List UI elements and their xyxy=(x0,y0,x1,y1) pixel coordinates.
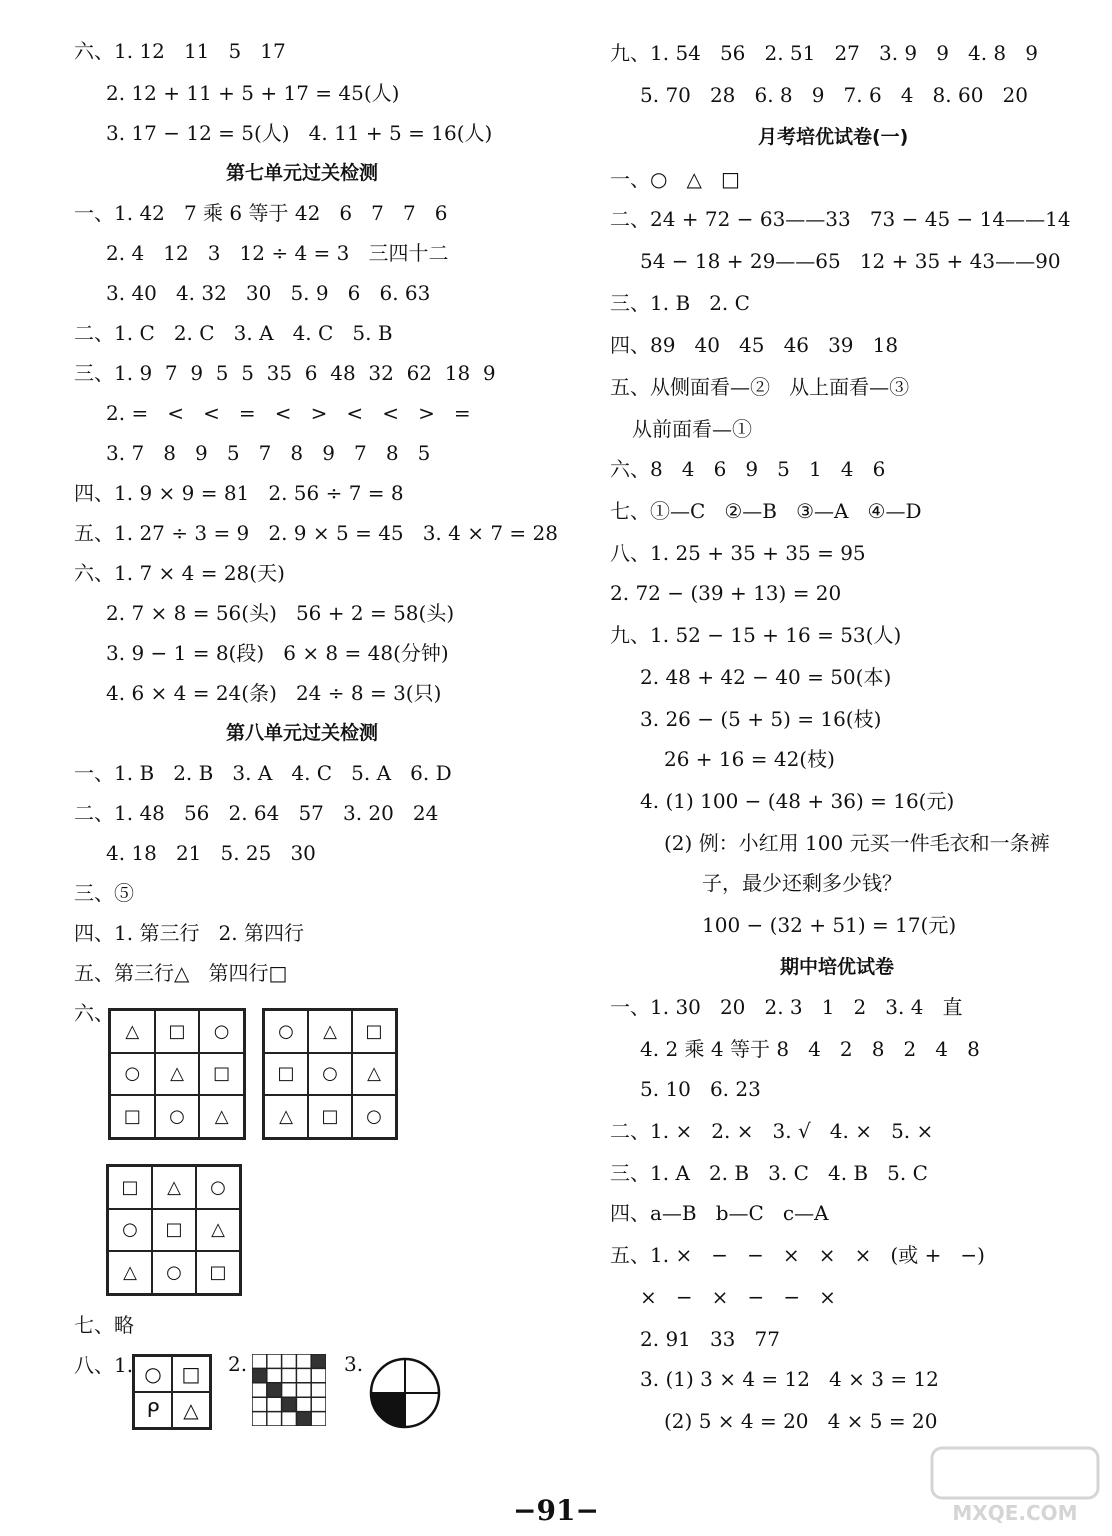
answer-line: 子，最少还剩多少钱？ xyxy=(702,871,902,895)
answer-line: 四、89 40 45 46 39 18 xyxy=(610,333,899,357)
shape-grid-small xyxy=(132,1354,212,1430)
answer-line: 2. 72 − (39 + 13) = 20 xyxy=(610,581,842,605)
answer-line: 4. 18 21 5. 25 30 xyxy=(106,841,316,865)
answer-line: 三、⑤ xyxy=(74,881,134,905)
answer-line: 5. 70 28 6. 8 9 7. 6 4 8. 60 20 xyxy=(640,83,1028,107)
label-3: 3. xyxy=(344,1352,364,1376)
answer-line: 3. 7 8 9 5 7 8 9 7 8 5 xyxy=(106,441,431,465)
answer-line: 五、从侧面看—② 从上面看—③ xyxy=(610,375,910,399)
shaded-grid-figure xyxy=(252,1354,326,1426)
grid-cell: ○ xyxy=(196,1166,240,1209)
answer-line: 2. 91 33 77 xyxy=(640,1327,780,1351)
answer-line: 六、1. 12 11 5 17 xyxy=(74,39,286,63)
label-2: 2. xyxy=(228,1352,248,1376)
answer-line: 四、a—B b—C c—A xyxy=(610,1201,829,1225)
answer-line: 3. 9 − 1 = 8(段) 6 × 8 = 48(分钟) xyxy=(106,641,449,665)
grid-cell: △ xyxy=(264,1095,308,1138)
shape-grid-1 xyxy=(108,1008,246,1140)
grid-cell: ○ xyxy=(199,1010,244,1053)
answer-line: 4. 6 × 4 = 24(条) 24 ÷ 8 = 3(只) xyxy=(106,681,442,705)
answer-line: 七、略 xyxy=(74,1313,134,1337)
answer-line: 三、1. A 2. B 3. C 4. B 5. C xyxy=(610,1161,928,1185)
grid-cell: △ xyxy=(155,1053,200,1096)
grid-cell: □ xyxy=(172,1356,210,1392)
answer-line: 九、1. 52 − 15 + 16 = 53(人) xyxy=(610,623,902,647)
answer-line: 3. 40 4. 32 30 5. 9 6 6. 63 xyxy=(106,281,431,305)
watermark-logo xyxy=(930,1446,1100,1526)
answer-line: 4. 2 乘 4 等于 8 4 2 8 2 4 8 xyxy=(640,1037,980,1061)
grid-cell: □ xyxy=(108,1166,152,1209)
grid-cell: △ xyxy=(152,1166,196,1209)
grid-cell: □ xyxy=(152,1209,196,1252)
answer-line: 二、1. 48 56 2. 64 57 3. 20 24 xyxy=(74,801,439,825)
grid-cell: △ xyxy=(308,1010,352,1053)
section-heading: 第七单元过关检测 xyxy=(226,162,379,184)
grid-cell: △ xyxy=(199,1095,244,1138)
answer-line: 四、1. 第三行 2. 第四行 xyxy=(74,921,304,945)
grid-cell: ᑭ xyxy=(134,1392,172,1428)
answer-line: 八、1. 25 + 35 + 35 = 95 xyxy=(610,541,866,565)
grid-cell: □ xyxy=(110,1095,155,1138)
grid-cell: ○ xyxy=(108,1209,152,1252)
grid-cell: ○ xyxy=(152,1251,196,1294)
grid-cell: ○ xyxy=(155,1095,200,1138)
grid-cell: □ xyxy=(199,1053,244,1096)
answer-line: 5. 10 6. 23 xyxy=(640,1077,761,1101)
answer-line: 七、①—C ②—B ③—A ④—D xyxy=(610,499,922,523)
section-heading: 月考培优试卷(一) xyxy=(758,126,909,148)
answer-line: 一、1. B 2. B 3. A 4. C 5. A 6. D xyxy=(74,761,452,785)
answer-line: 一、1. 30 20 2. 3 1 2 3. 4 直 xyxy=(610,995,963,1019)
answer-line: 2. = < < = < > < < > = xyxy=(106,401,471,425)
shape-grid-3 xyxy=(106,1164,242,1296)
grid-cell: ○ xyxy=(134,1356,172,1392)
answer-line: 2. 12 + 11 + 5 + 17 = 45(人) xyxy=(106,81,400,105)
answer-line: 2. 7 × 8 = 56(头) 56 + 2 = 58(头) xyxy=(106,601,455,625)
section-heading: 期中培优试卷 xyxy=(780,956,895,978)
answer-line: (2) 5 × 4 = 20 4 × 5 = 20 xyxy=(664,1409,938,1433)
answer-line: 26 + 16 = 42(枝) xyxy=(664,747,835,771)
grid-cell: □ xyxy=(155,1010,200,1053)
answer-line: 四、1. 9 × 9 = 81 2. 56 ÷ 7 = 8 xyxy=(74,481,404,505)
answer-line: 三、1. 9 7 9 5 5 35 6 48 32 62 18 9 xyxy=(74,361,496,385)
grid-cell: △ xyxy=(352,1053,396,1096)
answer-line: 从前面看—① xyxy=(632,417,752,441)
circle-quarter-figure xyxy=(366,1354,444,1432)
answer-line: 一、1. 42 7 乘 6 等于 42 6 7 7 6 xyxy=(74,201,448,225)
grid-cell: ○ xyxy=(110,1053,155,1096)
grid-cell: △ xyxy=(196,1209,240,1252)
answer-line: 2. 48 + 42 − 40 = 50(本) xyxy=(640,665,892,689)
answer-line: 4. (1) 100 − (48 + 36) = 16(元) xyxy=(640,789,955,813)
grid-cell: □ xyxy=(264,1053,308,1096)
answer-line: 三、1. B 2. C xyxy=(610,291,750,315)
grid-cell: ○ xyxy=(352,1095,396,1138)
section-heading: 第八单元过关检测 xyxy=(226,722,379,744)
answer-line: 五、第三行△ 第四行□ xyxy=(74,961,288,985)
answer-line: 二、1. C 2. C 3. A 4. C 5. B xyxy=(74,321,393,345)
answer-line: 100 − (32 + 51) = 17(元) xyxy=(702,913,957,937)
answer-line: 六、 xyxy=(74,1001,114,1025)
answer-line: 六、8 4 6 9 5 1 4 6 xyxy=(610,457,886,481)
answer-line: 五、1. × − − × × × (或 + −) xyxy=(610,1243,985,1267)
answer-line: 一、○ △ □ xyxy=(610,167,740,191)
grid-cell: △ xyxy=(110,1010,155,1053)
grid-cell: ○ xyxy=(308,1053,352,1096)
grid-cell: △ xyxy=(172,1392,210,1428)
answer-line: 3. 26 − (5 + 5) = 16(枝) xyxy=(640,707,882,731)
svg-text:MXQE.COM: MXQE.COM xyxy=(952,1501,1078,1525)
answer-line: 八、1. xyxy=(74,1353,134,1377)
answer-line: 五、1. 27 ÷ 3 = 9 2. 9 × 5 = 45 3. 4 × 7 = 28 xyxy=(74,521,558,545)
answer-line: (2) 例：小红用 100 元买一件毛衣和一条裤 xyxy=(664,831,1050,855)
shape-grid-2 xyxy=(262,1008,398,1140)
grid-cell: □ xyxy=(196,1251,240,1294)
grid-cell: ○ xyxy=(264,1010,308,1053)
answer-line: 54 − 18 + 29——65 12 + 35 + 43——90 xyxy=(640,249,1061,273)
page-number: −91− xyxy=(513,1494,599,1527)
answer-line: 3. 17 − 12 = 5(人) 4. 11 + 5 = 16(人) xyxy=(106,121,493,145)
grid-cell: △ xyxy=(108,1251,152,1294)
answer-line: 3. (1) 3 × 4 = 12 4 × 3 = 12 xyxy=(640,1367,939,1391)
answer-line: 九、1. 54 56 2. 51 27 3. 9 9 4. 8 9 xyxy=(610,41,1038,65)
answer-line: 六、1. 7 × 4 = 28(天) xyxy=(74,561,285,585)
grid-cell: □ xyxy=(352,1010,396,1053)
answer-line: 2. 4 12 3 12 ÷ 4 = 3 三四十二 xyxy=(106,241,449,265)
answer-line: × − × − − × xyxy=(640,1285,836,1309)
grid-cell: □ xyxy=(308,1095,352,1138)
answer-line: 二、1. × 2. × 3. √ 4. × 5. × xyxy=(610,1119,934,1143)
answer-line: 二、24 + 72 − 63——33 73 − 45 − 14——14 xyxy=(610,207,1071,231)
